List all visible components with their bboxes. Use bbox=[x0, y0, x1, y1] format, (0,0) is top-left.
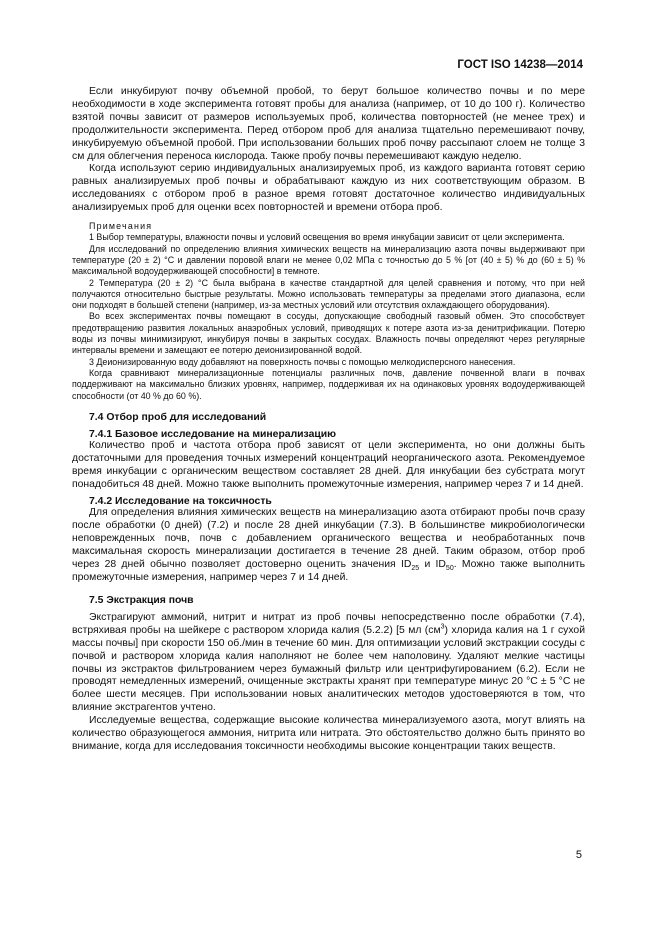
note-2-continued: Во всех экспериментах почвы помещают в сосуды, допускающие свободный газовый обмен. Это способствует предотвращению развития локальных анаэробных условий, приводящих к потере азота из-за денитрификации. Потерю воды из почвы минимизируют, инкубируя почвы в закрытых сосудах. Влажность почвы определяют через регулярные интервалы времени и замещают ее потерю деионизированной водой. bbox=[72, 311, 585, 356]
section-7-5-heading: 7.5 Экстракция почв bbox=[89, 594, 194, 606]
section-7-5-text-1a: Экстрагируют аммоний, нитрит и нитрат из проб почвы непосредственно после обработки (7.4), встряхивая пробы на шейкере с раствором хлорида калия (5.2.2) [5 мл (см bbox=[72, 611, 585, 636]
paragraph-bulk-incubation: Если инкубируют почву объемной пробой, то берут большое количество почвы и по мере необходимости в ходе эксперимента готовят пробы для анализа (например, от 10 до 100 г). Количество взятой почвы зависит от размеров используемых проб, количества повторностей (не менее трех) и продолжительности эксперимента. Перед отбором проб для анализа тщательно перемешивают почву, инкубируемую объемной пробой. При использовании больших проб почву рассыпают слоем не толще 3 см для облегчения переноса кислорода. Также пробу почвы перемешивают каждую неделю. bbox=[72, 86, 585, 162]
note-2: 2 Температура (20 ± 2) °С была выбрана в качестве стандартной для целей сравнения и потому, что при ней получаются относительно быстрые результаты. Можно использовать температуры за пределами этого диапазона, если они подходят в большей степени (например, из-за местных условий или отсутствия охлаждающего оборудования). bbox=[72, 277, 585, 311]
cm3-superscript: 3 bbox=[440, 623, 445, 631]
notes-block bbox=[72, 221, 585, 402]
section-7-4-heading: 7.4 Отбор проб для исследований bbox=[89, 411, 267, 423]
paragraph-individual-samples: Когда используют серию индивидуальных анализируемых проб, из каждого варианта готовят серию равных анализируемых проб почвы и обрабатывают каждую из них соответствующим образом. В исследованиях с отбором проб в разное время готовят достаточное количество индивидуальных анализируемых проб для оценки всех повторностей и времени отбора проб. bbox=[72, 163, 585, 214]
section-7-4-2-text bbox=[72, 507, 585, 584]
section-7-5-text-1 bbox=[72, 612, 585, 715]
id25-subscript: 25 bbox=[411, 565, 420, 573]
section-7-4-1-text: Количество проб и частота отбора проб зависят от цели эксперимента, но они должны быть достаточными для проведения точных измерений концентраций неорганического азота. Рекомендуемое время инкубации с органическим веществом составляет 28 дней. Для инкубации без субстрата могут понадобиться 48 дней. Можно также выполнить промежуточные измерения, например через 7 и 14 дней. bbox=[72, 439, 585, 490]
note-1-continued: Для исследований по определению влияния химических веществ на минерализацию азота почвы выдерживают при температуре (20 ± 2) °С и давлении поровой влаги не менее 0,02 МПа с точностью до 5 % [от (40 ± 5) % до (60 ± 5) % максимальной водоудерживающей способности] в темноте. bbox=[72, 243, 585, 277]
notes-heading: Примечания bbox=[89, 221, 153, 232]
note-1: 1 Выбор температуры, влажности почвы и условий освещения во время инкубации зависит от цели эксперимента. bbox=[89, 232, 565, 243]
section-7-5-text-1b: ) хлорида калия на 1 г сухой массы почвы] при скорости 150 об./мин в течение 60 мин. Для оптимизации условий экстракции сосуды с почвой и раствором хлорида калия наполняют не более чем наполовину. Удаляют мелкие частицы почвы из экстрактов фильтрованием через бумажный фильтр или центрифугированием (6.2). Если не проводят немедленных измерений, очищенные экстракты хранят при температуре минус 20 °С ± 5 °С не более шести месяцев. При использовании новых аналитических методов удостоверяются в том, что влияние экстрагентов учтено. bbox=[72, 624, 586, 714]
section-7-5-text-2: Исследуемые вещества, содержащие высокие количества минерализуемого азота, могут влиять на количество образующегося аммония, нитрита или нитрата. Это обстоятельство должно быть принято во внимание, когда для исследования токсичности необходимы высокие концентрации таких веществ. bbox=[72, 715, 585, 752]
note-3: 3 Деионизированную воду добавляют на поверхность почвы с помощью мелкодисперсного нанесения. bbox=[89, 356, 516, 367]
page-number: 5 bbox=[575, 849, 582, 861]
document-header-standard: ГОСТ ISO 14238—2014 bbox=[457, 59, 583, 71]
note-3-continued: Когда сравнивают минерализационные потенциалы различных почв, давление почвенной влаги в почвах поддерживают на максимально близких уровнях, например, поддерживая их на одинаковых уровнях водоудерживающей способности (от 40 % до 60 %). bbox=[72, 367, 585, 401]
page-body bbox=[72, 86, 585, 754]
id50-subscript: 50 bbox=[445, 565, 454, 573]
section-7-4-2-text-a: Для определения влияния химических веществ на минерализацию азота отбирают пробы почв сразу после обработки (0 дней) (7.2) и после 28 дней инкубации (7.3). В большинстве микробиологически неповрежденных почв, почв с добавлением органического вещества и необработанных почв максимальная скорость минерализации достигается в течение 28 дней. Таким образом, отбор проб через 28 дней обычно позволяет достоверно оценить значения ID bbox=[72, 507, 585, 571]
section-7-4-2-and: и ID bbox=[419, 559, 446, 571]
section-7-4-1-heading: 7.4.1 Базовое исследование на минерализацию bbox=[89, 428, 337, 440]
section-7-4-2-heading: 7.4.2 Исследование на токсичность bbox=[89, 496, 272, 508]
section-7-4-2-text-b: . Можно также выполнить промежуточные измерения, например через 7 и 14 дней. bbox=[72, 559, 585, 583]
